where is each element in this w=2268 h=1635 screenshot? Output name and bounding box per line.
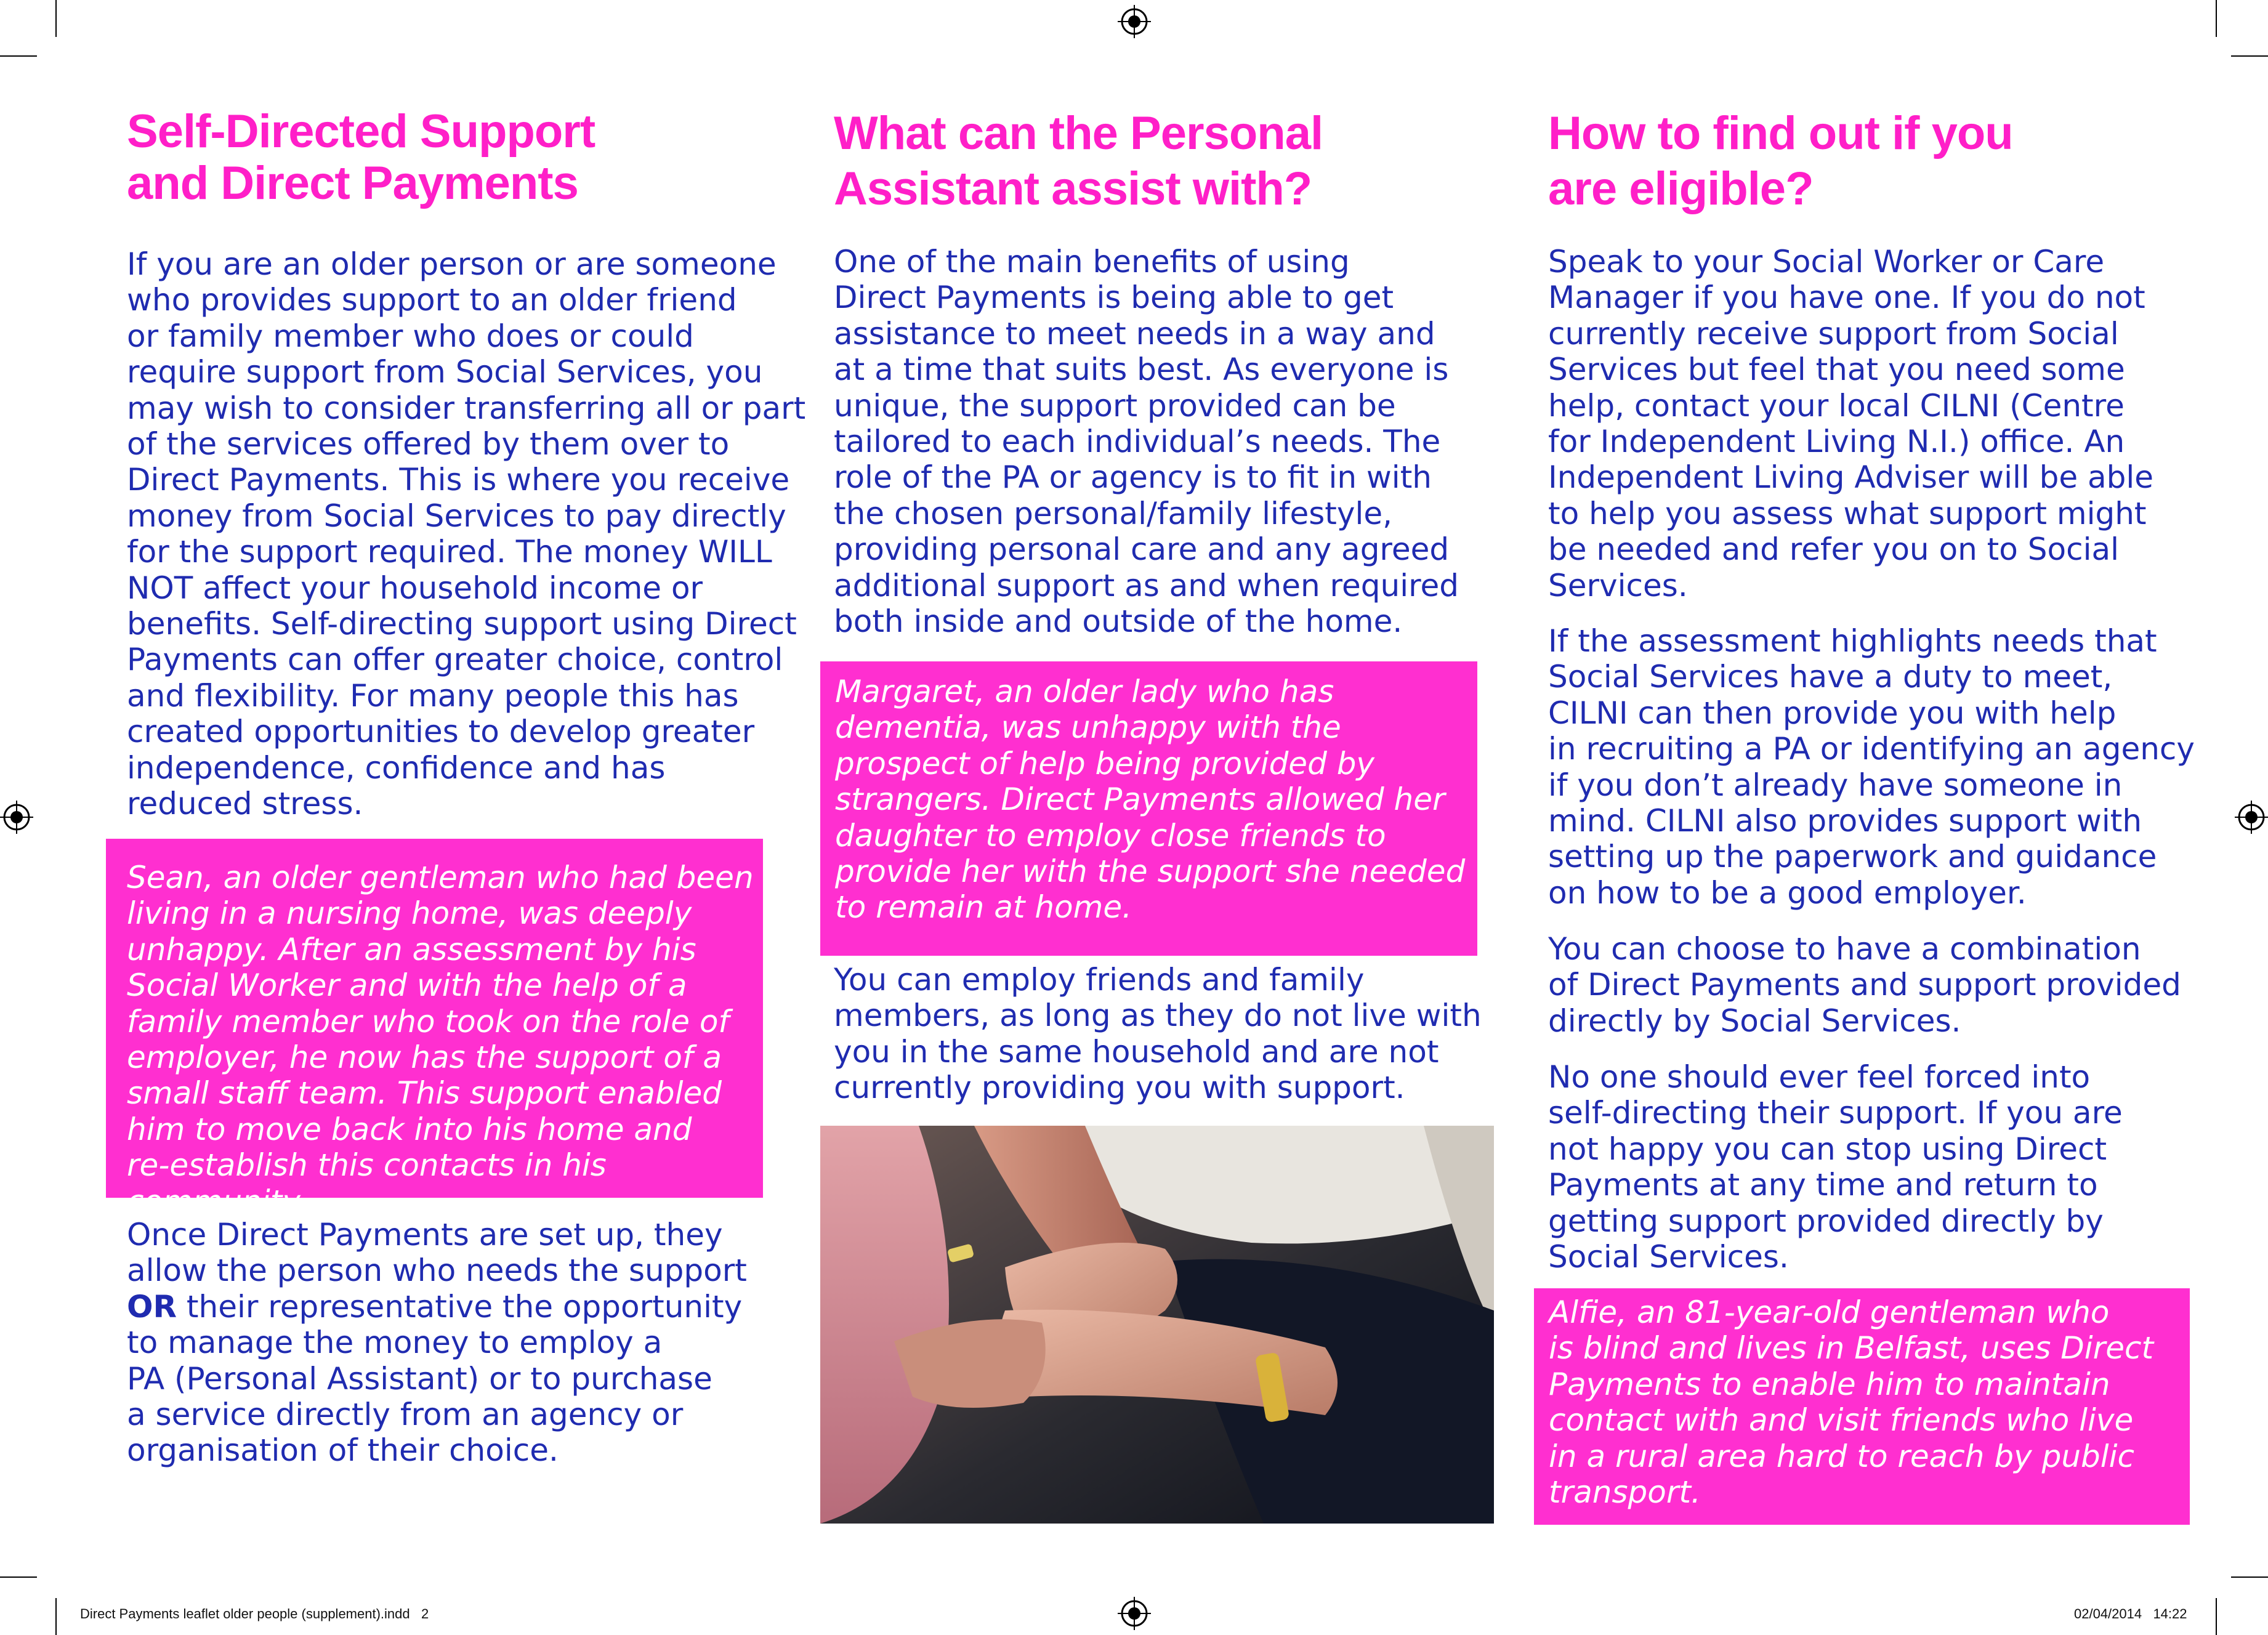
crop-mark-icon (2231, 1576, 2268, 1578)
col2-heading: What can the Personal Assistant assist with? (834, 107, 1323, 215)
alfie-case-study-box (1534, 1288, 2190, 1525)
sean-case-study-box (106, 839, 763, 1219)
slug-datetime: 02/04/2014 14:22 (2074, 1606, 2187, 1621)
crop-mark-icon (2231, 55, 2268, 57)
col2-intro-paragraph: One of the main benefits of using Direct Payments is being able to get assistance to meet needs in a way and at a time that suits best. As everyone is unique, the support provided can be tailored to each individual’s needs. The role of the PA or agency is to fit in with the chosen personal/family lifestyle, providing personal care and any agreed additional support as and when required both inside and outside of the home. (834, 244, 1459, 640)
crop-mark-icon (55, 1598, 57, 1635)
alfie-case-study-text: Alfie, an 81-year-old gentleman who is blind and lives in Belfast, uses Direct Payments to enable him to maintain contact with and visit friends who live in a rural area hard to reach by public transport. (1549, 1294, 2154, 1511)
col1-closing-text-b: their representative the opportunity to manage the money to employ a PA (Personal Assistant) or to purchase a service directly from an agency or organisation of their choice. (127, 1288, 743, 1469)
sean-case-study-text: Sean, an older gentleman who had been living in a nursing home, was deeply unhappy. After an assessment by his Social Worker and with the help of a family member who took on the role of employer, he now has the support of a small staff team. This support enabled him to move back into his home and re-establish this contacts in his community. (127, 860, 754, 1219)
crop-mark-icon (0, 1576, 37, 1578)
margaret-case-study-box (820, 661, 1477, 956)
col3-paragraph-1: Speak to your Social Worker or Care Manager if you have one. If you do not currently receive support from Social Services but feel that you need some help, contact your local CILNI (Centre for Independent Living N.I.) office. An Independent Living Adviser will be able to help you assess what support might be needed and refer you on to Social Services. (1548, 244, 2154, 604)
crop-mark-icon (2216, 1598, 2217, 1635)
crop-mark-icon (55, 0, 57, 37)
crop-mark-icon (2216, 0, 2217, 37)
registration-mark-icon (0, 801, 33, 834)
registration-mark-icon (1118, 1597, 1151, 1630)
margaret-case-study-text: Margaret, an older lady who has dementia, was unhappy with the prospect of help being provided by strangers. Direct Payments allowed her daughter to employ close friends to provide her with the support she needed to remain at home. (835, 674, 1466, 926)
col2-closing-paragraph: You can employ friends and family members, as long as they do not live with you in the same household and are not currently providing you with support. (834, 962, 1482, 1106)
col1-closing-paragraph (127, 1217, 747, 1469)
col3-paragraph-3: You can choose to have a combination of Direct Payments and support provided directly by Social Services. (1548, 931, 2181, 1039)
holding-hands-photo (820, 1126, 1494, 1524)
holding-hands-illustration (820, 1126, 1494, 1524)
col1-closing-text-a: Once Direct Payments are set up, they allow the person who needs the support (127, 1217, 747, 1289)
registration-mark-icon (1118, 5, 1151, 38)
registration-mark-icon (2235, 801, 2268, 834)
col1-intro-paragraph: If you are an older person or are someone who provides support to an older friend or family member who does or could require support from Social Services, you may wish to consider transferring all or part of the services offered by them over to Direct Payments. This is where you receive money from Social Services to pay directly for the support required. The money WILL NOT affect your household income or benefits. Self-directing support using Direct Payments can offer greater choice, control and flexibility. For many people this has created opportunities to develop greater independence, confidence and has reduced stress. (127, 246, 806, 822)
slug-filename: Direct Payments leaflet older people (supplement).indd 2 (80, 1606, 429, 1621)
col3-paragraph-2: If the assessment highlights needs that Social Services have a duty to meet, CILNI can then provide you with help in recruiting a PA or identifying an agency if you don’t already have someone in mind. CILNI also provides support with setting up the paperwork and guidance on how to be a good employer. (1548, 623, 2195, 911)
col3-paragraph-4: No one should ever feel forced into self-directing their support. If you are not happy you can stop using Direct Payments at any time and return to getting support provided directly by Social Services. (1548, 1059, 2123, 1275)
col3-heading: How to find out if you are eligible? (1548, 107, 2013, 215)
col1-heading: Self-Directed Support and Direct Payments (127, 105, 595, 209)
col1-closing-text-bold: OR (127, 1288, 177, 1325)
crop-mark-icon (0, 55, 37, 57)
